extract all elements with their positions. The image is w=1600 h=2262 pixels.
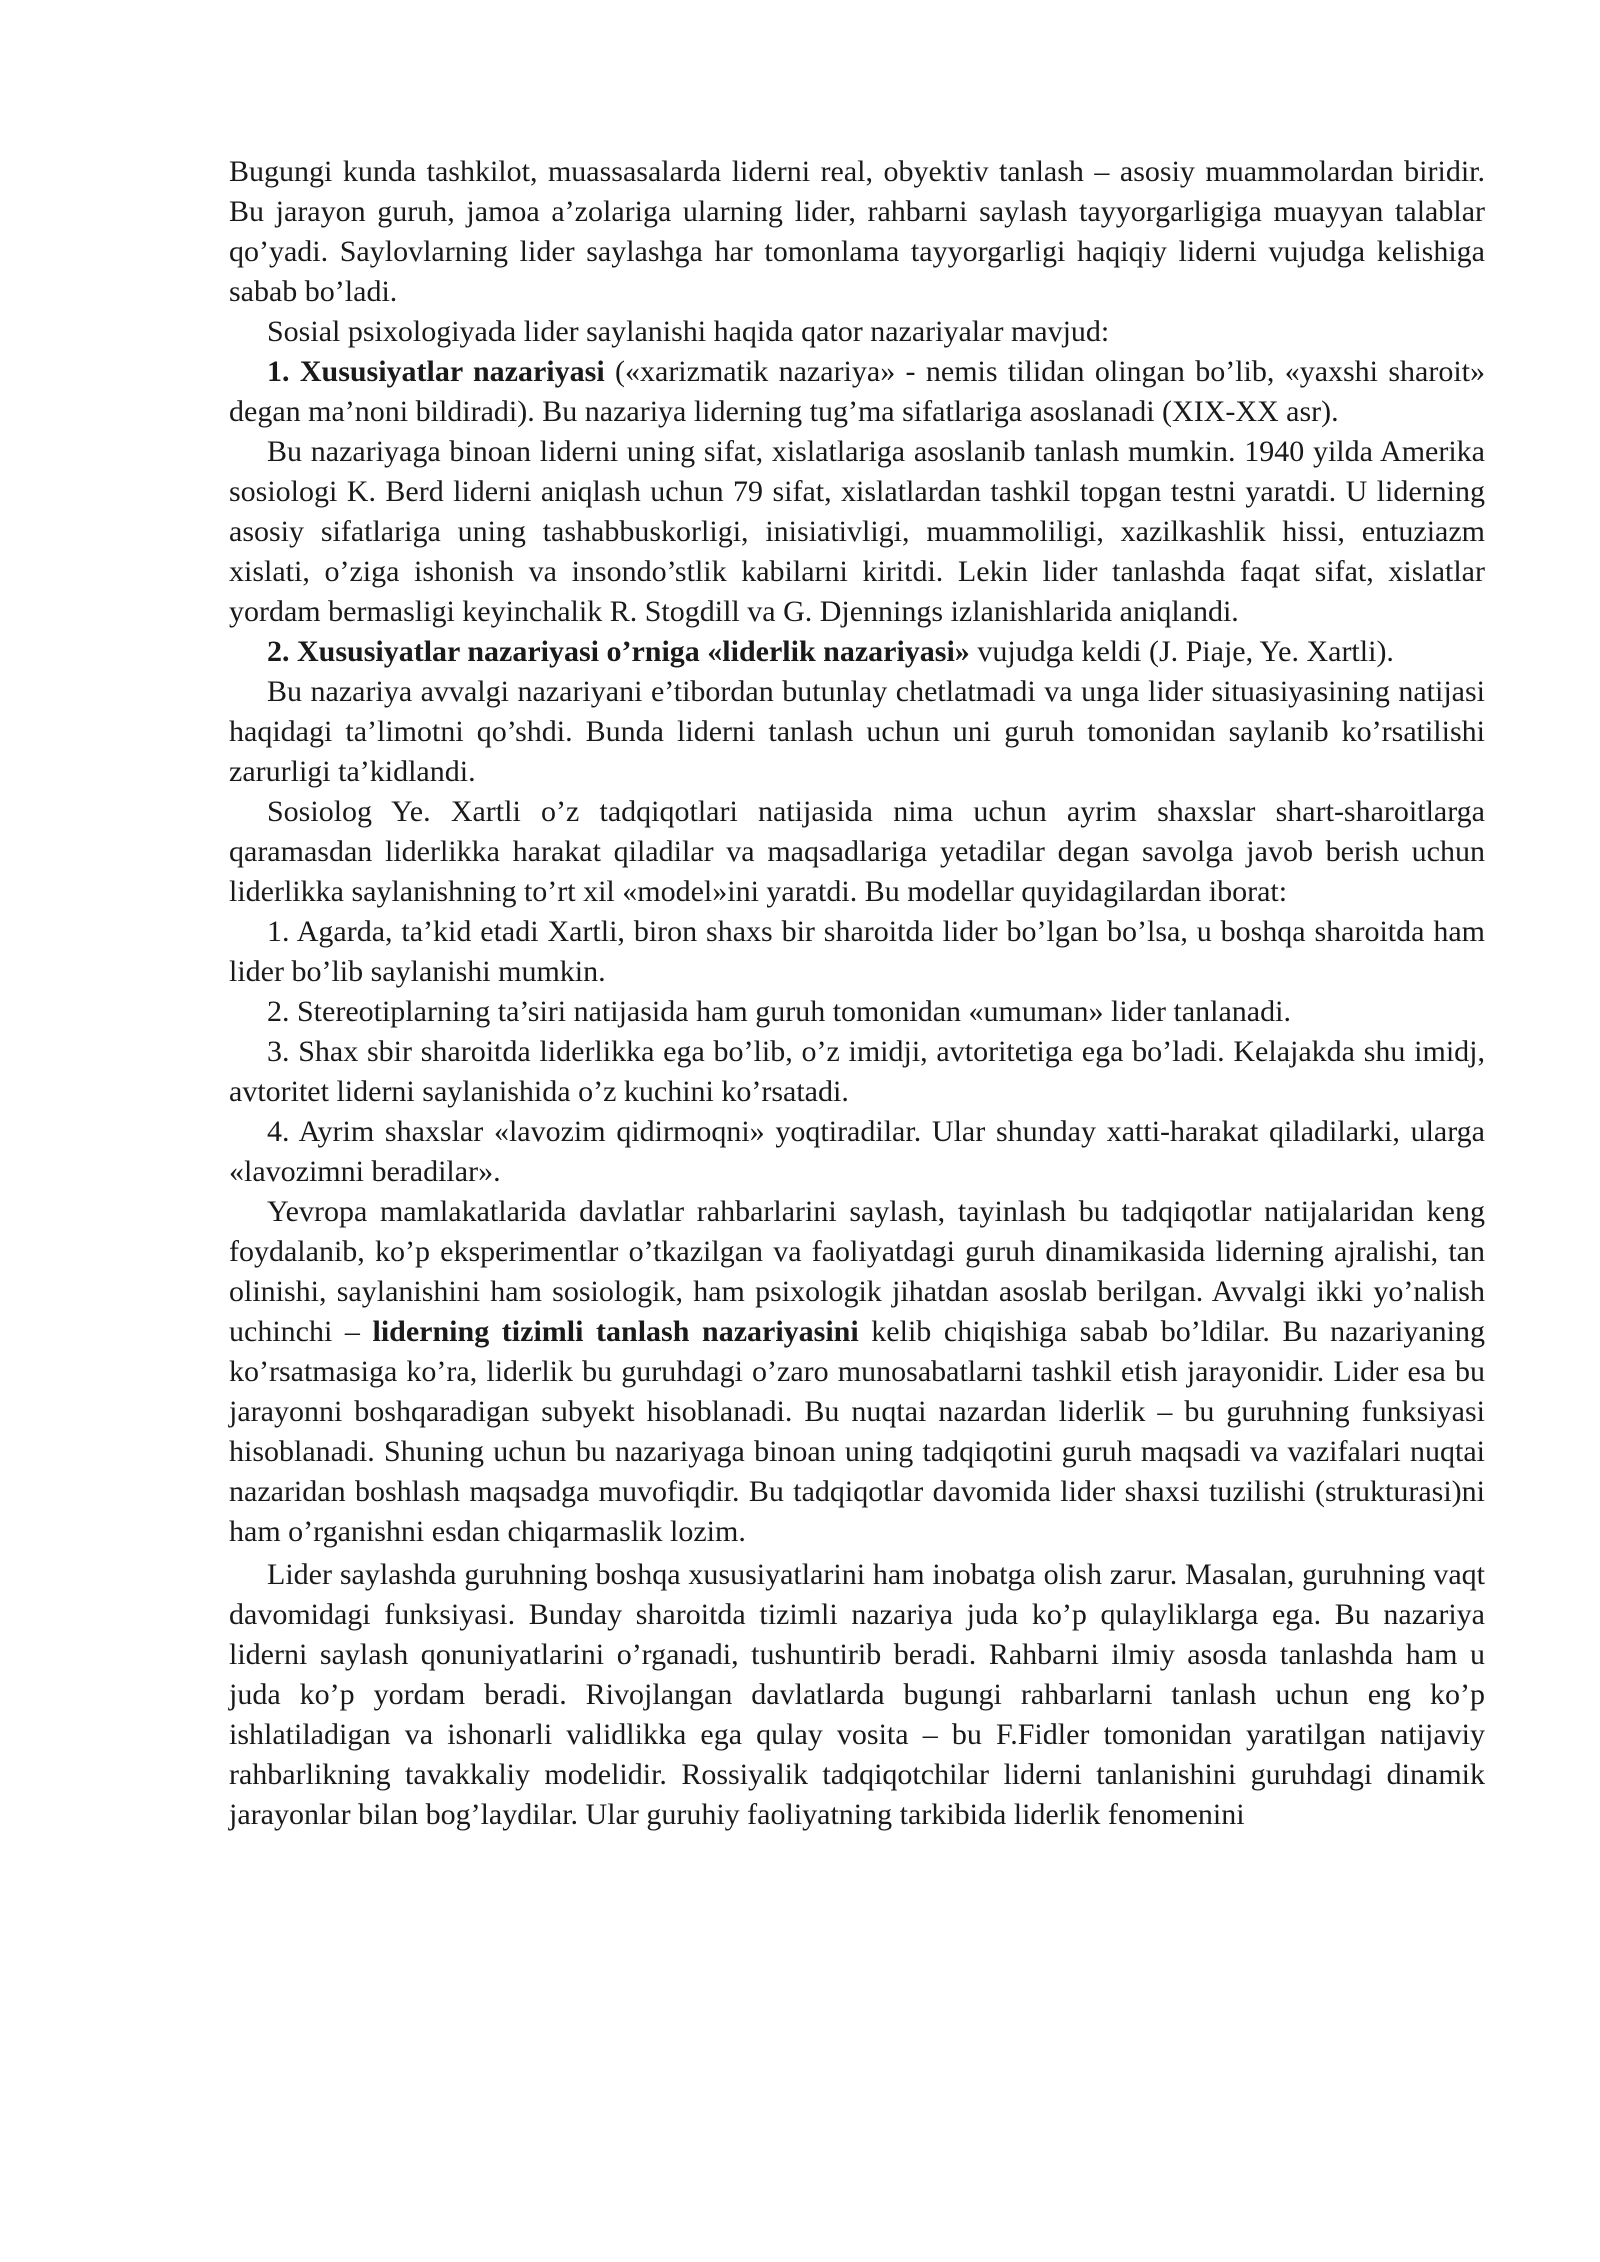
paragraph-systemic-theory <box>229 1192 1485 1552</box>
paragraph-xartli-models: Sosiolog Ye. Xartli o’z tadqiqotlari natijasida nima uchun ayrim shaxslar shart-sharoitlarga qaramasdan liderlikka harakat qiladilar va maqsadlariga yetadilar degan savolga javob berish uchun liderlikka saylanishning to’rt xil «model»ini yaratdi. Bu modellar quyidagilardan iborat: <box>229 795 1485 908</box>
paragraph-theory-1 <box>229 352 1485 432</box>
paragraph-theory-2-detail: Bu nazariya avvalgi nazariyani e’tibordan butunlay chetlatmadi va unga lider situasiyasining natijasi haqidagi ta’limotni qo’shdi. Bunda liderni tanlash uchun uni guruh tomonidan saylanib ko’rsatilishi zarurligi ta’kidlandi. <box>229 675 1485 788</box>
systemic-theory-text-b: kelib chiqishiga sabab bo’ldilar. Bu nazariyaning ko’rsatmasiga ko’ra, liderlik bu guruhdagi o’zaro munosabatlarni tashkil etish jarayonidir. Lider esa bu jarayonni boshqaradigan subyekt hisoblanadi. Bu nuqtai nazardan liderlik – bu guruhning funksiyasi hisoblanadi. Shuning uchun bu nazariyaga binoan uning tadqiqotini guruh maqsadi va vazifalari nuqtai nazaridan boshlash maqsadga muvofiqdir. Bu tadqiqotlar davomida lider shaxsi tuzilishi (strukturasi)ni ham o’rganishni esdan chiqarmaslik lozim. <box>229 1315 1485 1548</box>
paragraph-theories-lead: Sosial psixologiyada lider saylanishi haqida qator nazariyalar mavjud: <box>267 315 1110 348</box>
document-page <box>229 152 1485 1835</box>
paragraph-group-features: Lider saylashda guruhning boshqa xususiyatlarini ham inobatga olish zarur. Masalan, guruhning vaqt davomidagi funksiyasi. Bunday sharoitda tizimli nazariya juda ko’p qulayliklarga ega. Bu nazariya liderni saylash qonuniyatlarini o’rganadi, tushuntirib beradi. Rahbarni ilmiy asosda tanlashda ham u juda ko’p yordam beradi. Rivojlangan davlatlarda bugungi rahbarlarni tanlash uchun eng ko’p ishlatiladigan va ishonarli validlikka ega qulay vosita – bu F.Fidler tomonidan yaratilgan natijaviy rahbarlikning tavakkaliy modelidir. Rossiyalik tadqiqotchilar liderni tanlanishini guruhdagi dinamik jarayonlar bilan bog’laydilar. Ular guruhiy faoliyatning tarkibida liderlik fenomenini <box>229 1558 1485 1831</box>
theory-1-heading: 1. Xususiyatlar nazariyasi <box>267 355 605 388</box>
theory-2-heading: 2. Xususiyatlar nazariyasi o’rniga «liderlik nazariyasi» <box>267 635 970 668</box>
theory-1-text: («xarizmatik nazariya» - nemis tilidan olingan bo’lib, «yaxshi sharoit» degan ma’noni bildiradi). Bu nazariya liderning tug’ma sifatlariga asoslanadi (XIX-XX asr). <box>229 355 1486 428</box>
systemic-theory-text-a: Yevropa mamlakatlarida davlatlar rahbarlarini saylash, tayinlash bu tadqiqotlar natijalaridan keng foydalanib, ko’p eksperimentlar o’tkazilgan va faoliyatdagi guruh dinamikasida liderning ajralishi, tan olinishi, saylanishini ham sosiologik, ham psixologik jihatdan asoslab berilgan. Avvalgi ikki yo’nalish uchinchi – <box>229 1195 1485 1348</box>
list-item-model-2: 2. Stereotiplarning ta’siri natijasida ham guruh tomonidan «umuman» lider tanlanadi. <box>267 995 1291 1028</box>
list-item-model-3: 3. Shax sbir sharoitda liderlikka ega bo’lib, o’z imidji, avtoritetiga ega bo’ladi. Kelajakda shu imidj, avtoritet liderni saylanishida o’z kuchini ko’rsatadi. <box>229 1035 1485 1108</box>
paragraph-theory-2 <box>229 632 1485 672</box>
list-item-model-4: 4. Ayrim shaxslar «lavozim qidirmoqni» yoqtiradilar. Ular shunday xatti-harakat qiladilarki, ularga «lavozimni beradilar». <box>229 1115 1485 1188</box>
paragraph-intro: Bugungi kunda tashkilot, muassasalarda liderni real, obyektiv tanlash – asosiy muammolardan biridir. Bu jarayon guruh, jamoa a’zolariga ularning lider, rahbarni saylash tayyorgarligiga muayyan talablar qo’yadi. Saylovlarning lider saylashga har tomonlama tayyorgarligi haqiqiy liderni vujudga kelishiga sabab bo’ladi. <box>229 155 1485 308</box>
systemic-theory-heading: liderning tizimli tanlash nazariyasini <box>372 1315 859 1348</box>
paragraph-theory-1-detail: Bu nazariyaga binoan liderni uning sifat, xislatlariga asoslanib tanlash mumkin. 1940 yilda Amerika sosiologi K. Berd liderni aniqlash uchun 79 sifat, xislatlardan tashkil topgan testni yaratdi. U liderning asosiy sifatlariga uning tashabbuskorligi, inisiativligi, muammoliligi, xazilkashlik hissi, entuziazm xislati, o’ziga ishonish va insondo’stlik kabilarni kiritdi. Lekin lider tanlashda faqat sifat, xislatlar yordam bermasligi keyinchalik R. Stogdill va G. Djennings izlanishlarida aniqlandi. <box>229 435 1485 628</box>
list-item-model-1: 1. Agarda, ta’kid etadi Xartli, biron shaxs bir sharoitda lider bo’lgan bo’lsa, u boshqa sharoitda ham lider bo’lib saylanishi mumkin. <box>229 915 1485 988</box>
theory-2-text: vujudga keldi (J. Piaje, Ye. Xartli). <box>969 635 1394 668</box>
